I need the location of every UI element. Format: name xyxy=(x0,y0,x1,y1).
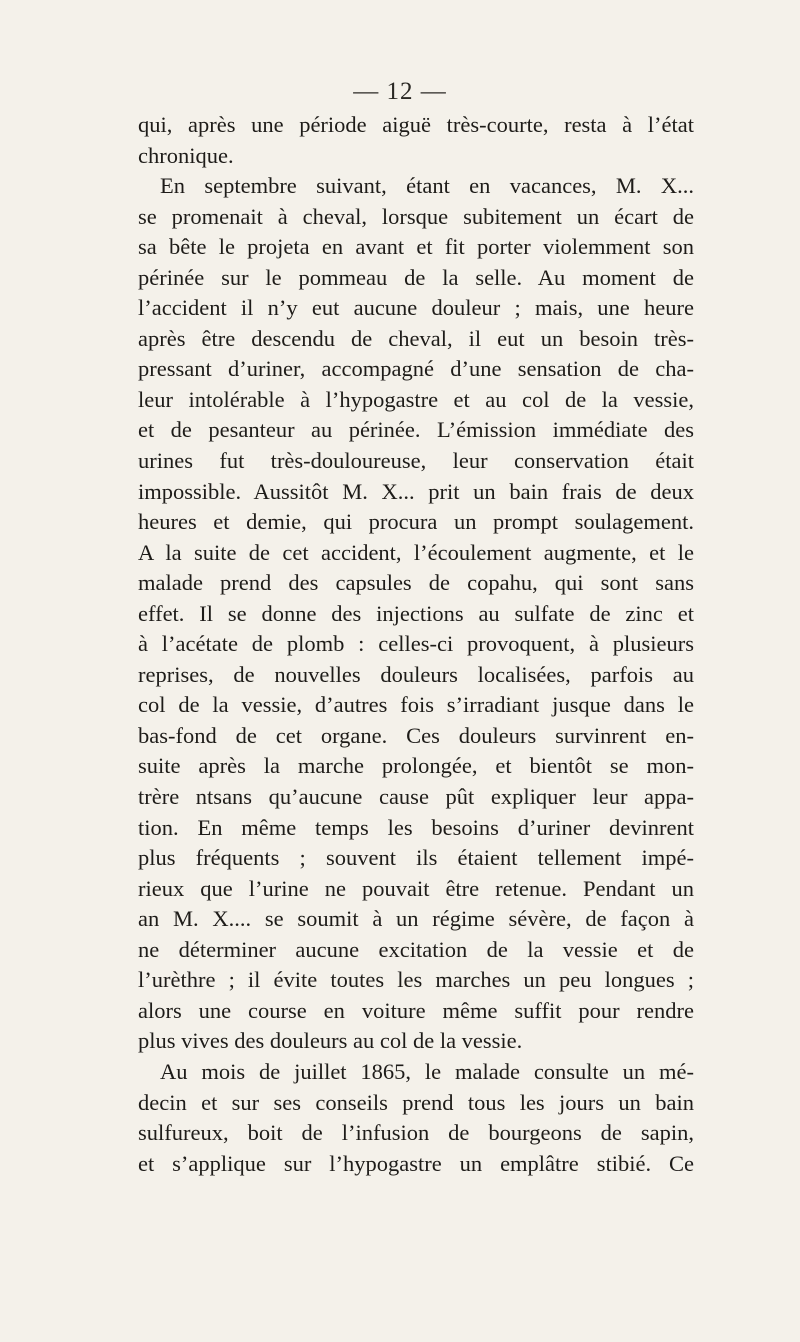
paragraph xyxy=(138,171,694,1057)
paragraph xyxy=(138,110,694,171)
text-line: suite après la marche prolongée, et bientôt se mon- xyxy=(138,753,694,779)
text-line: chronique. xyxy=(138,142,234,168)
text-line: l’urèthre ; il évite toutes les marches un peu longues ; xyxy=(138,967,694,993)
text-line: tion. En même temps les besoins d’uriner devinrent xyxy=(138,814,694,840)
text-line: à l’acétate de plomb : celles-ci provoquent, à plusieurs xyxy=(138,631,694,657)
text-line: plus vives des douleurs au col de la vessie. xyxy=(138,1028,523,1054)
text-line: et de pesanteur au périnée. L’émission immédiate des xyxy=(138,417,694,443)
text-line: qui, après une période aiguë très-courte, resta à l’état xyxy=(138,112,694,137)
text-line: sa bête le projeta en avant et fit porter violemment son xyxy=(138,234,694,260)
text-line: A la suite de cet accident, l’écoulement augmente, et le xyxy=(138,539,694,565)
text-line: sulfureux, boit de l’infusion de bourgeons de sapin, xyxy=(138,1120,694,1146)
text-line: decin et sur ses conseils prend tous les jours un bain xyxy=(138,1089,694,1115)
text-line: l’accident il n’y eut aucune douleur ; mais, une heure xyxy=(138,295,694,321)
text-line: et s’applique sur l’hypogastre un emplâtre stibié. Ce xyxy=(138,1150,694,1176)
text-line: plus fréquents ; souvent ils étaient tellement impé- xyxy=(138,845,694,871)
text-line: heures et demie, qui procura un prompt soulagement. xyxy=(138,509,694,535)
text-line: malade prend des capsules de copahu, qui sont sans xyxy=(138,570,694,596)
page-number: — 12 — xyxy=(353,78,447,105)
text-line: trère ntsans qu’aucune cause pût expliquer leur appa- xyxy=(138,784,694,810)
text-line: effet. Il se donne des injections au sulfate de zinc et xyxy=(138,600,694,626)
text-line: leur intolérable à l’hypogastre et au col de la vessie, xyxy=(138,386,694,412)
text-line: ne déterminer aucune excitation de la vessie et de xyxy=(138,936,694,962)
text-line: après être descendu de cheval, il eut un besoin très- xyxy=(138,325,694,351)
text-line: reprises, de nouvelles douleurs localisées, parfois au xyxy=(138,661,694,687)
text-line: alors une course en voiture même suffit pour rendre xyxy=(138,997,694,1023)
text-line: Au mois de juillet 1865, le malade consulte un mé- xyxy=(160,1058,694,1084)
body-text xyxy=(138,110,694,1179)
text-line: urines fut très-douloureuse, leur conservation était xyxy=(138,448,694,474)
text-line: En septembre suivant, étant en vacances, M. X... xyxy=(160,173,694,199)
text-line: impossible. Aussitôt M. X... prit un bain frais de deux xyxy=(138,478,694,504)
text-line: an M. X.... se soumit à un régime sévère, de façon à xyxy=(138,906,694,932)
text-line: se promenait à cheval, lorsque subitement un écart de xyxy=(138,203,694,229)
text-line: rieux que l’urine ne pouvait être retenue. Pendant un xyxy=(138,875,694,901)
text-line: col de la vessie, d’autres fois s’irradiant jusque dans le xyxy=(138,692,694,718)
text-line: bas-fond de cet organe. Ces douleurs survinrent en- xyxy=(138,722,694,748)
text-line: périnée sur le pommeau de la selle. Au moment de xyxy=(138,264,694,290)
text-line: pressant d’uriner, accompagné d’une sensation de cha- xyxy=(138,356,694,382)
paragraph xyxy=(138,1057,694,1179)
